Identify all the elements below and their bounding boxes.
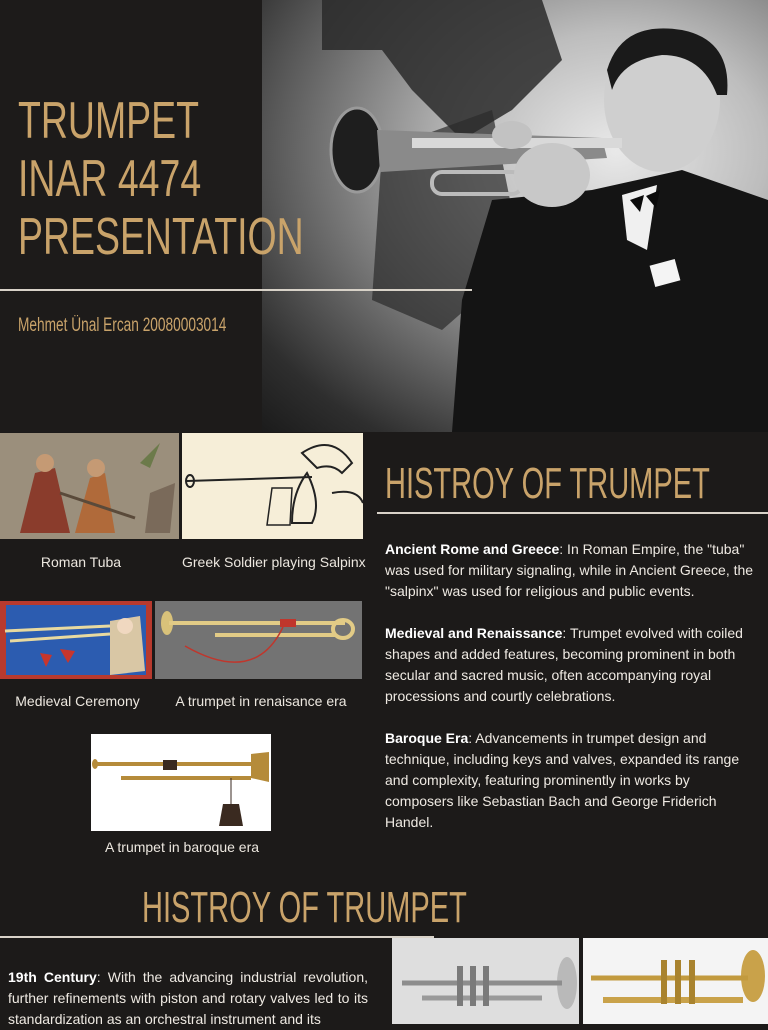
paragraph-text: : Advancements in trumpet design and technique, including keys and valves, expanded its range and complexity, featuring prominently in works by composers like Sebastian Bach and George Friderich Handel.	[385, 730, 740, 830]
silver-trumpet-image	[392, 938, 579, 1024]
caption-baroque: A trumpet in baroque era	[104, 839, 260, 855]
history-paragraph-rome	[385, 539, 759, 602]
paragraph-text: : With the advancing industrial revolution, further refinements with piston and rotary valves led to its standardization as an orchestral instrument and its	[8, 969, 369, 1027]
baroque-trumpet-image	[91, 734, 271, 831]
history-title: HISTROY OF TRUMPET	[385, 459, 710, 508]
presentation-title	[18, 92, 415, 266]
caption-roman-tuba: Roman Tuba	[40, 554, 122, 570]
author-name: Mehmet Ünal Ercan 20080003014	[18, 315, 227, 336]
brass-trumpet-image	[583, 938, 768, 1024]
paragraph-term: Medieval and Renaissance	[385, 625, 563, 641]
title-line-3: PRESENTATION	[18, 208, 304, 266]
renaissance-trumpet-image	[155, 601, 362, 679]
history-divider-2	[0, 936, 434, 938]
paragraph-text: : In Roman Empire, the "tuba" was used for military signaling, while in Ancient Greece, the "salpinx" was used for religious and public events.	[385, 541, 754, 599]
history-divider	[377, 512, 768, 514]
caption-medieval: Medieval Ceremony	[15, 693, 140, 709]
paragraph-term: Baroque Era	[385, 730, 469, 746]
paragraph-term: Ancient Rome and Greece	[385, 541, 560, 557]
paragraph-text: : Trumpet evolved with coiled shapes and added features, becoming prominent in both secular and sacred music, often accompanying royal processions and courtly celebrations.	[385, 625, 743, 704]
history-title-2: HISTROY OF TRUMPET	[142, 883, 467, 932]
caption-greek-salpinx: Greek Soldier playing Salpinx	[182, 554, 366, 570]
nineteenth-century-text	[8, 967, 368, 1030]
roman-tuba-image	[0, 433, 179, 539]
medieval-ceremony-image	[0, 601, 152, 679]
history-text	[385, 539, 759, 854]
greek-salpinx-image	[182, 433, 363, 539]
title-line-1: TRUMPET	[18, 92, 199, 150]
title-line-2: INAR 4474	[18, 150, 202, 208]
hero-divider	[0, 289, 472, 291]
history-paragraph-baroque	[385, 728, 759, 833]
caption-renaissance: A trumpet in renaisance era	[175, 693, 347, 709]
paragraph-term: 19th Century	[8, 969, 97, 985]
hero-section	[0, 0, 768, 432]
history-paragraph-medieval	[385, 623, 759, 707]
